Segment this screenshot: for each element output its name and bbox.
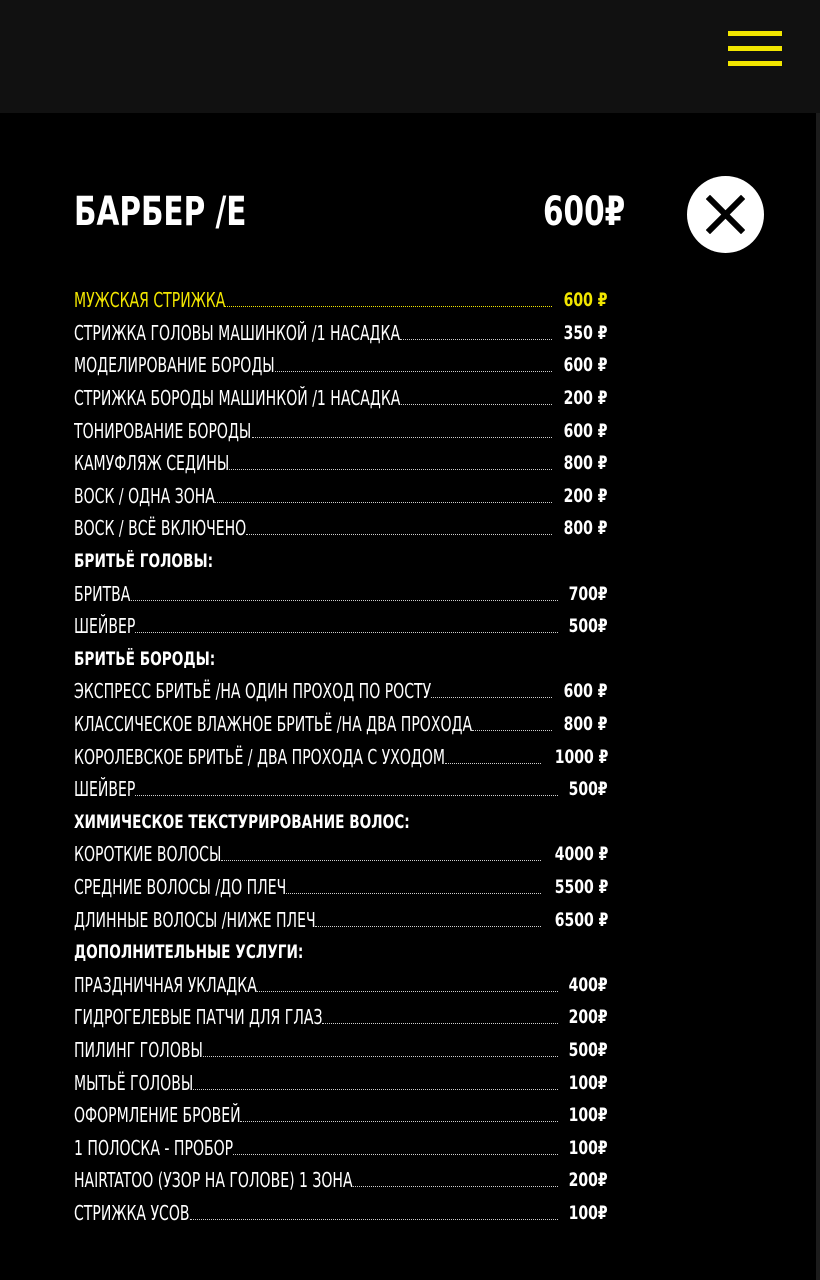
menu-line (728, 46, 782, 51)
service-price: 600₽ (542, 189, 625, 235)
dot-leader (431, 679, 552, 698)
price-list-item[interactable] (74, 838, 608, 871)
price-list-item[interactable] (74, 1099, 608, 1132)
price-list-item[interactable] (74, 968, 608, 1001)
price-list-item[interactable] (74, 1001, 608, 1034)
service-label: ОФОРМЛЕНИЕ БРОВЕЙ (74, 1103, 241, 1128)
label-wrap (74, 516, 552, 540)
section-heading-label: БРИТЬЁ ГОЛОВЫ: (74, 550, 214, 573)
price-list-item[interactable] (74, 903, 608, 936)
dot-leader (322, 1005, 558, 1024)
price-list-item[interactable] (74, 1164, 608, 1197)
service-label: КЛАССИЧЕСКОЕ ВЛАЖНОЕ БРИТЬЁ /НА ДВА ПРОХОДА (74, 712, 473, 737)
service-label: СТРИЖКА УСОВ (74, 1200, 190, 1225)
close-icon (706, 195, 745, 234)
section-heading-label: БРИТЬЁ БОРОДЫ: (74, 647, 216, 670)
section-heading (74, 643, 608, 676)
dot-leader (353, 1168, 559, 1187)
dot-leader (315, 908, 540, 927)
label-wrap (74, 1103, 558, 1127)
scrollbar[interactable] (816, 113, 820, 1280)
label-wrap (74, 875, 541, 899)
label-wrap (74, 1071, 558, 1095)
close-button[interactable] (687, 176, 764, 253)
menu-line (728, 61, 782, 66)
service-price-value: 500₽ (568, 778, 608, 801)
service-label: СТРИЖКА ГОЛОВЫ МАШИНКОЙ /1 НАСАДКА (74, 320, 401, 345)
label-wrap (74, 386, 552, 410)
label-wrap (74, 451, 552, 475)
label-wrap (74, 419, 552, 443)
label-wrap (74, 484, 552, 508)
label-wrap (74, 288, 552, 312)
dot-leader (131, 582, 559, 601)
price-list-item[interactable] (74, 1066, 608, 1099)
service-price-value: 100₽ (568, 1136, 608, 1159)
label-wrap (74, 679, 552, 703)
service-label: ТОНИРОВАНИЕ БОРОДЫ (74, 418, 252, 443)
service-price-value: 200 ₽ (564, 484, 608, 507)
service-label: ШЕЙВЕР (74, 614, 136, 639)
service-price-value: 200 ₽ (564, 387, 608, 410)
service-label: КАМУФЛЯЖ СЕДИНЫ (74, 451, 230, 476)
service-label: ЭКСПРЕСС БРИТЬЁ /НА ОДИН ПРОХОД ПО РОСТУ (74, 679, 432, 704)
label-wrap (74, 908, 541, 932)
service-price-value: 500₽ (568, 1038, 608, 1061)
price-list-item[interactable] (74, 512, 608, 545)
service-label: 1 ПОЛОСКА - ПРОБОР (74, 1135, 234, 1160)
price-list-item[interactable] (74, 382, 608, 415)
label-wrap (74, 1038, 558, 1062)
service-label: ПИЛИНГ ГОЛОВЫ (74, 1037, 203, 1062)
label-wrap (74, 1201, 558, 1225)
service-label: ВОСК / ОДНА ЗОНА (74, 483, 215, 508)
price-list-item[interactable] (74, 414, 608, 447)
section-heading (74, 545, 608, 578)
price-list-item[interactable] (74, 1197, 608, 1230)
dot-leader (221, 842, 540, 861)
label-wrap (74, 614, 558, 638)
menu-line (728, 31, 782, 36)
dot-leader (190, 1201, 559, 1220)
service-price-value: 600 ₽ (564, 354, 608, 377)
dot-leader (252, 419, 553, 438)
dot-leader (215, 484, 553, 503)
service-label: ГИДРОГЕЛЕВЫЕ ПАТЧИ ДЛЯ ГЛАЗ (74, 1005, 323, 1030)
service-label: ШЕЙВЕР (74, 777, 136, 802)
price-list-item[interactable] (74, 773, 608, 806)
label-wrap (74, 353, 552, 377)
price-list-item[interactable] (74, 480, 608, 513)
service-label: КОРОТКИЕ ВОЛОСЫ (74, 842, 222, 867)
service-label: ПРАЗДНИЧНАЯ УКЛАДКА (74, 972, 257, 997)
label-wrap (74, 842, 541, 866)
service-price-value: 5500 ₽ (554, 875, 608, 898)
service-price-value: 1000 ₽ (554, 745, 608, 768)
price-list-item[interactable] (74, 675, 608, 708)
dot-leader (401, 386, 553, 405)
service-label: МЫТЬЁ ГОЛОВЫ (74, 1070, 194, 1095)
label-wrap (74, 648, 608, 670)
price-list-item[interactable] (74, 349, 608, 382)
section-heading-label: ХИМИЧЕСКОЕ ТЕКСТУРИРОВАНИЕ ВОЛОС: (74, 810, 410, 833)
price-list (74, 284, 608, 1229)
price-list-item[interactable] (74, 708, 608, 741)
service-label: КОРОЛЕВСКОЕ БРИТЬЁ / ДВА ПРОХОДА С УХОДОМ (74, 744, 445, 769)
service-price-value: 4000 ₽ (554, 843, 608, 866)
service-price-value: 100₽ (568, 1201, 608, 1224)
label-wrap (74, 550, 608, 572)
service-label: ВОСК / ВСЁ ВКЛЮЧЕНО (74, 516, 247, 541)
label-wrap (74, 745, 541, 769)
section-heading-label: ДОПОЛНИТЕЛЬНЫЕ УСЛУГИ: (74, 941, 304, 964)
dot-leader (445, 745, 541, 764)
dot-leader (275, 353, 552, 372)
price-list-item[interactable] (74, 284, 608, 317)
label-wrap (74, 321, 552, 345)
label-wrap (74, 1168, 558, 1192)
service-price-value: 800 ₽ (564, 517, 608, 540)
label-wrap (74, 712, 552, 736)
service-price-value: 400₽ (568, 973, 608, 996)
price-list-item[interactable] (74, 447, 608, 480)
service-label: МОДЕЛИРОВАНИЕ БОРОДЫ (74, 353, 275, 378)
service-price-value: 600 ₽ (564, 419, 608, 442)
service-price-value: 100₽ (568, 1104, 608, 1127)
label-wrap (74, 1136, 558, 1160)
price-list-item[interactable] (74, 1131, 608, 1164)
service-price-value: 800 ₽ (564, 713, 608, 736)
dot-leader (203, 1038, 558, 1057)
service-price-value: 600 ₽ (564, 680, 608, 703)
price-list-item[interactable] (74, 317, 608, 350)
dot-leader (225, 288, 552, 307)
label-wrap (74, 811, 608, 833)
service-price-value: 800 ₽ (564, 452, 608, 475)
section-heading (74, 806, 608, 839)
service-label: HAIRTATOO (УЗОР НА ГОЛОВЕ) 1 ЗОНА (74, 1168, 353, 1193)
price-list-item[interactable] (74, 577, 608, 610)
service-price-value: 100₽ (568, 1071, 608, 1094)
service-price-value: 700₽ (568, 582, 608, 605)
service-label: МУЖСКАЯ СТРИЖКА (74, 288, 226, 313)
service-label: СРЕДНИЕ ВОЛОСЫ /ДО ПЛЕЧ (74, 874, 287, 899)
dot-leader (233, 1136, 558, 1155)
dot-leader (400, 321, 552, 340)
dot-leader (135, 614, 558, 633)
service-price-value: 6500 ₽ (554, 908, 608, 931)
dot-leader (472, 712, 552, 731)
price-list-item[interactable] (74, 740, 608, 773)
service-label: БРИТВА (74, 581, 131, 606)
label-wrap (74, 1005, 558, 1029)
dot-leader (286, 875, 540, 894)
price-list-item[interactable] (74, 871, 608, 904)
dot-leader (135, 777, 558, 796)
service-price-value: 500₽ (568, 615, 608, 638)
label-wrap (74, 973, 558, 997)
top-bar (0, 0, 820, 113)
service-label: ДЛИННЫЕ ВОЛОСЫ /НИЖЕ ПЛЕЧ (74, 907, 316, 932)
dot-leader (257, 973, 558, 992)
section-heading (74, 936, 608, 969)
label-wrap (74, 582, 558, 606)
price-list-item[interactable] (74, 1034, 608, 1067)
label-wrap (74, 777, 558, 801)
service-price-value: 350 ₽ (564, 321, 608, 344)
dot-leader (193, 1071, 558, 1090)
service-price-value: 200₽ (568, 1006, 608, 1029)
label-wrap (74, 941, 608, 963)
service-label: СТРИЖКА БОРОДЫ МАШИНКОЙ /1 НАСАДКА (74, 386, 401, 411)
service-title: БАРБЕР /Е (74, 189, 247, 235)
hamburger-menu-icon[interactable] (728, 31, 782, 71)
dot-leader (240, 1103, 558, 1122)
price-list-item[interactable] (74, 610, 608, 643)
dot-leader (246, 516, 552, 535)
service-price-value: 200₽ (568, 1169, 608, 1192)
service-price-value: 600 ₽ (564, 289, 608, 312)
dot-leader (229, 451, 552, 470)
